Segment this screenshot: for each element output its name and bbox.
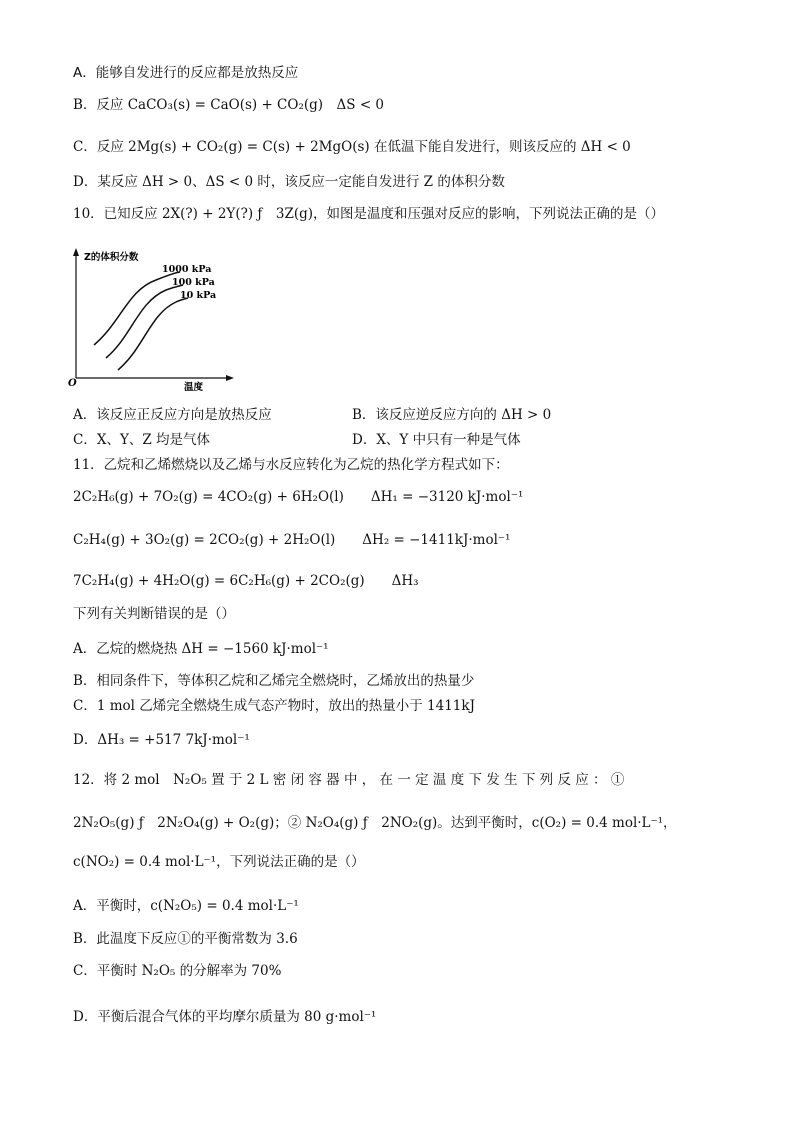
q10-option-d: D．X、Y 中只有一种是气体	[352, 432, 521, 448]
q10-stem: 10．已知反应 2X(?) + 2Y(?) ƒ 3Z(g)，如图是温度和压强对反应的影响，下列说法正确的是（）	[73, 206, 665, 222]
series-label-10kpa: 10 kPa	[180, 290, 217, 301]
y-axis-label: Z的体积分数	[84, 252, 139, 263]
curve-100kpa	[106, 285, 183, 358]
q12-stem-line-1: 12．将 2 mol N₂O₅ 置 于 2 L 密 闭 容 器 中 ， 在 一 定 温 度 下 发 生 下 列 反 应 ： ①	[73, 772, 625, 788]
q11-stem: 11．乙烷和乙烯燃烧以及乙烯与水反应转化为乙烷的热化学方程式如下：	[73, 457, 509, 473]
q10-option-b: B．该反应逆反应方向的 ΔH > 0	[352, 407, 552, 423]
q12-stem-line-3: c(NO₂) = 0.4 mol·L⁻¹，下列说法正确的是（）	[73, 854, 365, 870]
x-axis-label: 温度	[184, 382, 204, 392]
series-label-100kpa: 100 kPa	[172, 277, 215, 288]
curve-1000kpa	[94, 272, 180, 345]
pressure-temperature-chart	[66, 242, 236, 392]
q11-equation-1: 2C₂H₆(g) + 7O₂(g) = 4CO₂(g) + 6H₂O(l) ΔH₁ = −3120 kJ·mol⁻¹	[73, 489, 524, 505]
q9-option-c: C．反应 2Mg(s) + CO₂(g) = C(s) + 2MgO(s) 在低温下能自发进行，则该反应的 ΔH < 0	[73, 139, 631, 155]
series-label-1000kpa: 1000 kPa	[162, 264, 212, 275]
q9-option-d: D．某反应 ΔH > 0、ΔS < 0 时，该反应一定能自发进行 Z 的体积分数	[73, 174, 505, 190]
q12-option-b: B．此温度下反应①的平衡常数为 3.6	[73, 931, 298, 947]
q11-equation-3: 7C₂H₄(g) + 4H₂O(g) = 6C₂H₆(g) + 2CO₂(g) ΔH₃	[73, 573, 419, 589]
q12-option-c: C．平衡时 N₂O₅ 的分解率为 70%	[73, 963, 282, 979]
q11-option-a: A．乙烷的燃烧热 ΔH = −1560 kJ·mol⁻¹	[73, 641, 329, 657]
q12-option-a: A．平衡时，c(N₂O₅) = 0.4 mol·L⁻¹	[73, 898, 299, 914]
origin-label: O	[68, 378, 77, 389]
q11-option-d: D．ΔH₃ = +517 7kJ·mol⁻¹	[73, 732, 250, 748]
q9-option-b: B．反应 CaCO₃(s) = CaO(s) + CO₂(g) ΔS < 0	[73, 97, 385, 113]
q11-option-b: B．相同条件下，等体积乙烷和乙烯完全燃烧时，乙烯放出的热量少	[73, 673, 475, 689]
q11-question: 下列有关判断错误的是（）	[73, 606, 235, 622]
q12-stem-line-2: 2N₂O₅(g) ƒ 2N₂O₄(g) + O₂(g)；② N₂O₄(g) ƒ 2NO₂(g)。达到平衡时，c(O₂) = 0.4 mol·L⁻¹，	[73, 815, 677, 831]
x-axis-arrow-icon	[226, 375, 234, 381]
q11-option-c: C．1 mol 乙烯完全燃烧生成气态产物时，放出的热量小于 1411kJ	[73, 698, 475, 714]
y-axis-arrow-icon	[73, 248, 79, 256]
q12-option-d: D．平衡后混合气体的平均摩尔质量为 80 g·mol⁻¹	[73, 1009, 377, 1025]
q11-equation-2: C₂H₄(g) + 3O₂(g) = 2CO₂(g) + 2H₂O(l) ΔH₂ = −1411kJ·mol⁻¹	[73, 532, 511, 548]
q10-option-a: A．该反应正反应方向是放热反应	[73, 407, 272, 423]
curve-10kpa	[118, 298, 188, 370]
q9-option-a: A．能够自发进行的反应都是放热反应	[73, 65, 299, 81]
q10-option-c: C．X、Y、Z 均是气体	[73, 432, 211, 448]
chart-svg	[66, 242, 236, 392]
